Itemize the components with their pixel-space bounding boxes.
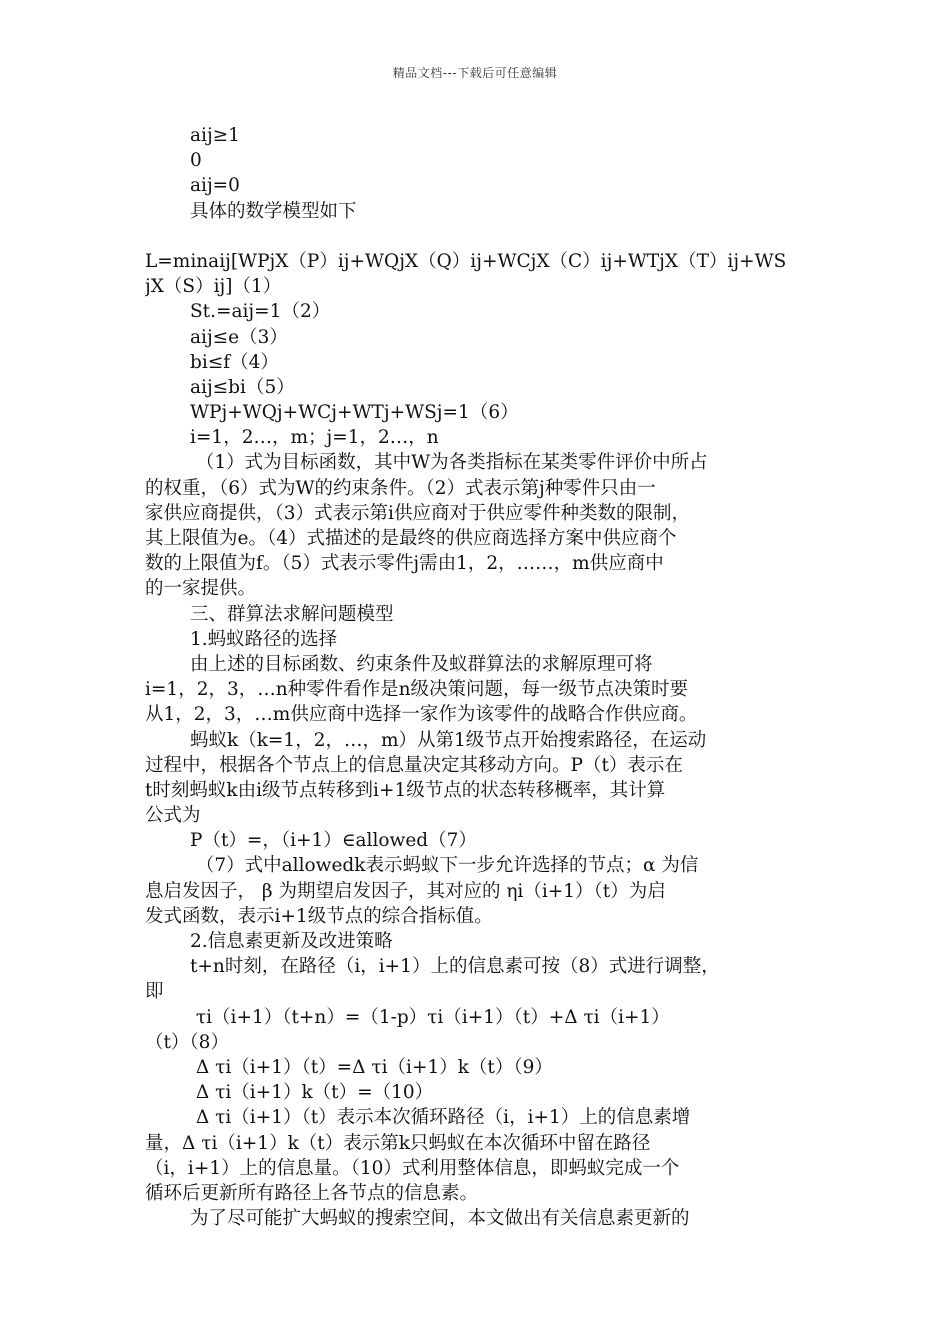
paragraph-line: 的一家提供。 xyxy=(145,578,257,600)
paragraph-line: 蚂蚁k（k=1，2，…，m）从第1级节点开始搜索路径，在运动 xyxy=(190,729,707,751)
paragraph-line: 数的上限值为f。（5）式表示零件j需由1，2，……，m供应商中 xyxy=(145,553,664,575)
paragraph-line: i=1，2，3，…n种零件看作是n级决策问题，每一级节点决策时要 xyxy=(145,679,689,701)
paragraph-line: 循环后更新所有路径上各节点的信息素。 xyxy=(145,1182,479,1204)
constraint-line: bi≤f（4） xyxy=(190,351,279,373)
formula-line: P（t）=，（i+1）∈allowed（7） xyxy=(190,830,477,852)
paragraph-line: 家供应商提供，（3）式表示第i供应商对于供应零件种类数的限制， xyxy=(145,502,690,524)
paragraph-line: （1）式为目标函数，其中W为各类指标在某类零件评价中所占 xyxy=(190,452,708,474)
paragraph-line: 发式函数，表示i+1级节点的综合指标值。 xyxy=(145,905,493,927)
paragraph-line: 公式为 xyxy=(145,805,201,827)
page-header: 精品文档---下载后可任意编辑 xyxy=(392,66,558,80)
formula-line: τi（i+1）（t+n）=（1-p）τi（i+1）（t）+Δ τi（i+1） xyxy=(190,1006,670,1028)
section-heading: 三、群算法求解问题模型 xyxy=(190,603,394,625)
objective-function-line: L=minaij[WPjX（P）ij+WQjX（Q）ij+WCjX（C）ij+WTjX（T）ij+WS xyxy=(145,250,787,272)
objective-function-line: jX（S）ij]（1） xyxy=(145,276,282,298)
paragraph-line: 过程中，根据各个节点上的信息量决定其移动方向。P（t）表示在 xyxy=(145,754,683,776)
formula-line: （t）（8） xyxy=(145,1031,229,1053)
paragraph-line: Δ τi（i+1）（t）表示本次循环路径（i，i+1）上的信息素增 xyxy=(190,1107,691,1129)
blank-line xyxy=(145,224,810,249)
paragraph-line: 其上限值为e。（4）式描述的是最终的供应商选择方案中供应商个 xyxy=(145,528,677,549)
constraint-line: i=1，2…，m；j=1，2…，n xyxy=(190,427,439,449)
subsection-heading: 2.信息素更新及改进策略 xyxy=(190,931,393,952)
formula-line: aij=0 xyxy=(190,175,240,197)
text-line: 具体的数学模型如下 xyxy=(190,200,357,222)
paragraph-line: 的权重，（6）式为W的约束条件。（2）式表示第j种零件只由一 xyxy=(145,477,656,499)
formula-line: Δ τi（i+1）（t）=Δ τi（i+1）k（t）（9） xyxy=(190,1056,553,1078)
paragraph-line: 为了尽可能扩大蚂蚁的搜索空间，本文做出有关信息素更新的 xyxy=(190,1208,690,1230)
document-body xyxy=(145,123,810,1231)
formula-line: 0 xyxy=(190,150,202,172)
constraint-line: aij≤bi（5） xyxy=(190,376,295,398)
formula-line: Δ τi（i+1）k（t）=（10） xyxy=(190,1082,434,1104)
paragraph-line: t时刻蚂蚁k由i级节点转移到i+1级节点的状态转移概率，其计算 xyxy=(145,779,666,801)
paragraph-line: 即 xyxy=(145,981,164,1003)
paragraph-line: t+n时刻，在路径（i，i+1）上的信息素可按（8）式进行调整， xyxy=(190,956,720,978)
paragraph-line: 息启发因子， β 为期望启发因子，其对应的 ηi（i+1）（t）为启 xyxy=(145,880,666,902)
formula-line: aij≥1 xyxy=(190,125,240,146)
paragraph-line: （7）式中allowedk表示蚂蚁下一步允许选择的节点；α 为信 xyxy=(190,855,699,877)
constraint-line: aij≤e（3） xyxy=(190,326,288,348)
constraint-line: WPj+WQj+WCj+WTj+WSj=1（6） xyxy=(190,402,519,424)
subsection-heading: 1.蚂蚁路径的选择 xyxy=(190,628,338,650)
constraint-line: St.=aij=1（2） xyxy=(190,301,331,323)
paragraph-line: 从1，2，3，…m供应商中选择一家作为该零件的战略合作供应商。 xyxy=(145,704,698,726)
paragraph-line: （i，i+1）上的信息量。（10）式利用整体信息，即蚂蚁完成一个 xyxy=(145,1157,680,1179)
paragraph-line: 量，Δ τi（i+1）k（t）表示第k只蚂蚁在本次循环中留在路径 xyxy=(145,1132,651,1154)
paragraph-line: 由上述的目标函数、约束条件及蚁群算法的求解原理可将 xyxy=(190,653,653,675)
